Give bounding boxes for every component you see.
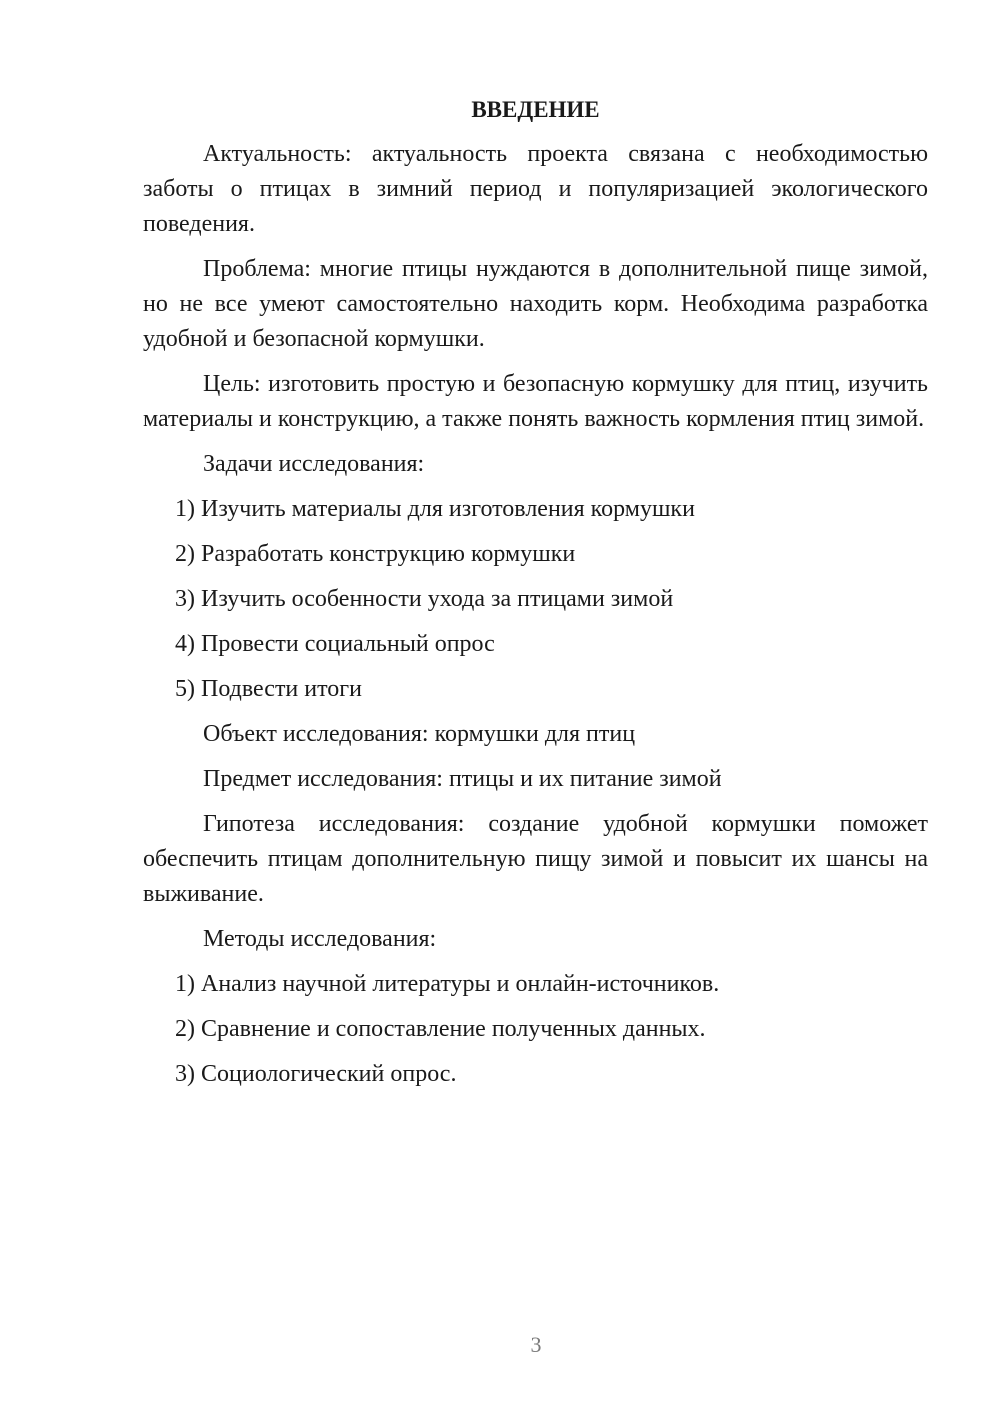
list-item: 2) Разработать конструкцию кормушки xyxy=(175,541,576,567)
subject-line: Предмет исследования: птицы и их питание зимой xyxy=(203,766,722,792)
list-item: 1) Изучить материалы для изготовления кормушки xyxy=(175,496,695,522)
object-line: Объект исследования: кормушки для птиц xyxy=(203,721,636,747)
tasks-heading: Задачи исследования: xyxy=(203,451,425,477)
relevance-paragraph: Актуальность: актуальность проекта связана с необходимостью заботы о птицах в зимний период и популяризацией экологического поведения. xyxy=(143,141,928,237)
page-number: 3 xyxy=(530,1332,542,1357)
page-content xyxy=(143,92,928,1102)
list-item: 4) Провести социальный опрос xyxy=(175,631,495,657)
methods-heading: Методы исследования: xyxy=(203,926,437,952)
section-title: ВВЕДЕНИЕ xyxy=(471,97,600,122)
tasks-list xyxy=(143,492,928,707)
list-item: 3) Изучить особенности ухода за птицами зимой xyxy=(175,586,674,612)
list-item: 1) Анализ научной литературы и онлайн-источников. xyxy=(175,971,720,997)
list-item: 3) Социологический опрос. xyxy=(175,1061,457,1087)
list-item: 5) Подвести итоги xyxy=(175,676,362,702)
methods-list xyxy=(143,967,928,1092)
goal-paragraph: Цель: изготовить простую и безопасную кормушку для птиц, изучить материалы и конструкцию, а также понять важность кормления птиц зимой. xyxy=(143,371,928,432)
hypothesis-paragraph: Гипотеза исследования: создание удобной кормушки поможет обеспечить птицам дополнительную пищу зимой и повысит их шансы на выживание. xyxy=(143,811,928,907)
problem-paragraph: Проблема: многие птицы нуждаются в дополнительной пище зимой, но не все умеют самостоятельно находить корм. Необходима разработка удобной и безопасной кормушки. xyxy=(143,256,928,352)
list-item: 2) Сравнение и сопоставление полученных данных. xyxy=(175,1016,706,1042)
